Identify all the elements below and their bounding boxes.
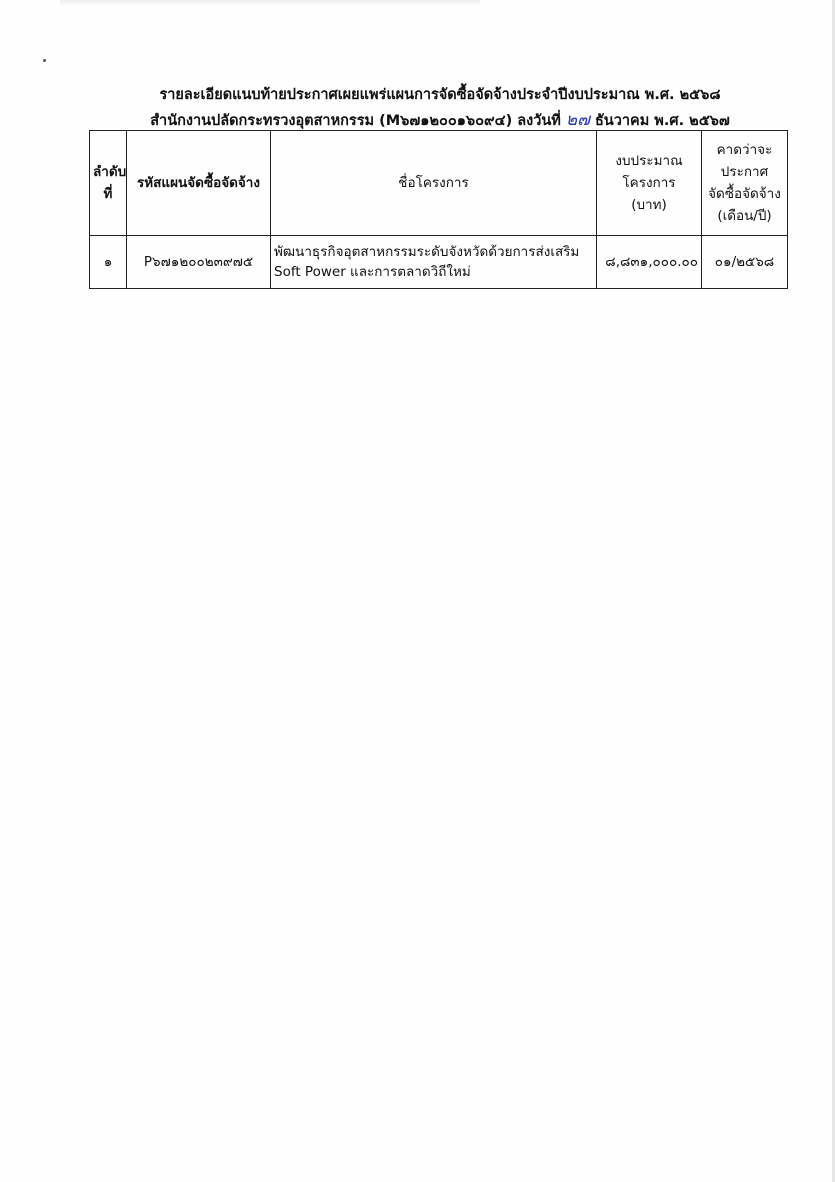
header-expected-date: คาดว่าจะ ประกาศ จัดซื้อจัดจ้าง (เดือน/ปี) [702, 131, 788, 236]
header-project-name: ชื่อโครงการ [271, 131, 597, 236]
cell-project-name: พัฒนาธุรกิจอุตสาหกรรมระดับจังหวัดด้วยการส่งเสริม Soft Power และการตลาดวิถีใหม่ [271, 236, 597, 289]
cell-budget: ๘,๘๓๑,๐๐๐.๐๐ [597, 236, 702, 289]
document-subtitle [90, 106, 790, 133]
subtitle-suffix: ธันวาคม พ.ศ. ๒๕๖๗ [594, 113, 730, 129]
header-budget: งบประมาณ โครงการ (บาท) [597, 131, 702, 236]
header-seq: ลำดับ ที่ [90, 131, 127, 236]
procurement-plan-table [89, 130, 788, 289]
scan-shadow-top [60, 0, 480, 6]
document-title: รายละเอียดแนบท้ายประกาศเผยแพร่แผนการจัดซื้อจัดจ้างประจำปีงบประมาณ พ.ศ. ๒๕๖๘ [159, 87, 721, 103]
table-header-row [90, 131, 788, 236]
header-plan-code: รหัสแผนจัดซื้อจัดจ้าง [127, 131, 271, 236]
scan-speck [43, 59, 46, 62]
subtitle-prefix: สำนักงานปลัดกระทรวงอุตสาหกรรม (M๖๗๑๒๐๐๑๖๐๙๔) ลงวันที่ [150, 113, 561, 129]
handwritten-day: ๒๗ [565, 110, 590, 130]
cell-seq: ๑ [90, 236, 127, 289]
table-row [90, 236, 788, 289]
cell-expected-date: ๐๑/๒๕๖๘ [702, 236, 788, 289]
cell-plan-code: P๖๗๑๒๐๐๒๓๙๗๕ [127, 236, 271, 289]
